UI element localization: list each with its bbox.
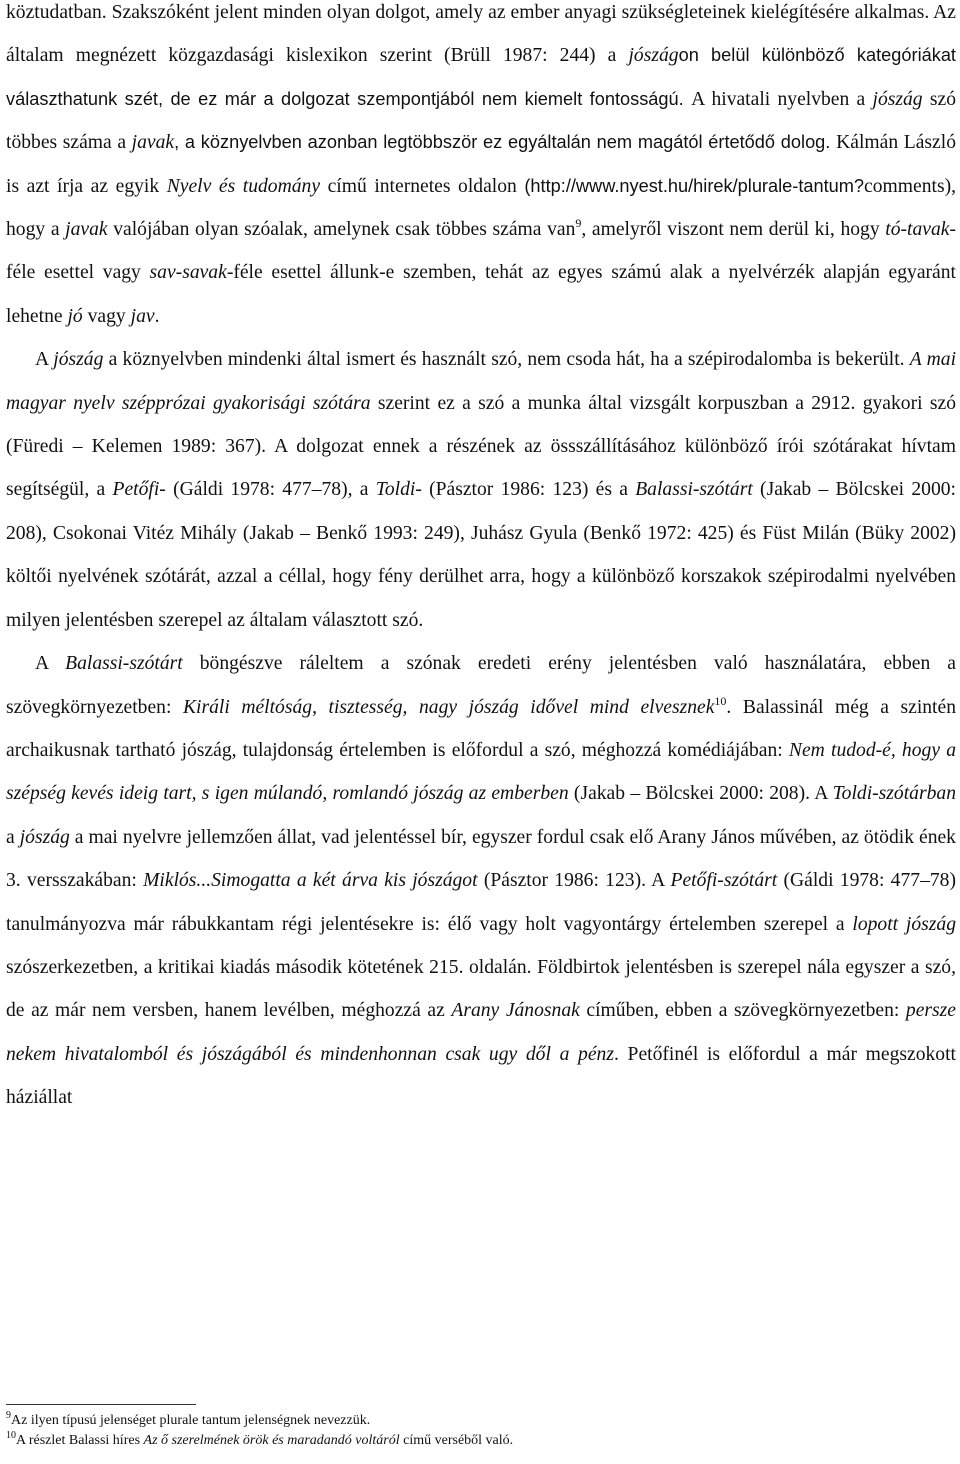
italic-text: Toldi- (375, 479, 422, 501)
italic-text: Toldi-szótárban (832, 783, 956, 805)
italic-text: Arany Jánosnak (451, 1000, 580, 1022)
text-run: (Jakab – Bölcskei 2000: 208), Csokonai Vitéz Mihály (Jakab – Benkő 1993: 249), Juhász Gyula (Benkő 1972: 425) és Füst Milán (Büky 2002) költői nyelvének szótárát, azzal a céllal, hogy fény derülhet arra, hogy a különböző korszakok szépirodalmi nyelvében milyen jelentésben szerepel az általam választott szó. (6, 479, 956, 631)
italic-text: jó (67, 305, 83, 327)
text-run: (http://www.nyest.hu/hirek/plurale-tantum? (524, 175, 865, 196)
text-run: (Pásztor 1986: 123). A (477, 870, 671, 892)
italic-text: Királi méltóság, tisztesség, nagy jószág idővel mind elvesznek (182, 696, 715, 718)
italic-text: Petőfi-szótárt (670, 870, 778, 892)
text-run: . (154, 305, 160, 327)
italic-text: lopott jószág (852, 913, 956, 935)
italic-text: jószág (53, 349, 104, 371)
text-run: a mai nyelvre jellemzően állat, vad jelentéssel bír, egyszer fordul csak elő Arany János művében, az ötödik ének 3. versszakában: (6, 826, 956, 892)
text-run: szó többes száma a (6, 88, 956, 154)
text-run: A (35, 349, 54, 371)
footnote-9 (6, 1411, 956, 1431)
text-run: on belül különböző kategóriákat választhatunk szét, de ez már a dolgozat szempontjából nem kiemelt fontosságú. (6, 45, 956, 109)
text-run: comments), hogy a (6, 175, 956, 241)
text-run: . Petőfinél is előfordul a már megszokott háziállat (6, 1043, 956, 1109)
text-run: valójában olyan szóalak, amelynek csak többes száma van (107, 219, 576, 241)
text-run: . Balassinál még a szintén archaikusnak tartható jószág, tulajdonság értelemben is előfordul a szó, méghozzá komédiájában: (6, 696, 956, 761)
paragraph-2 (6, 338, 956, 642)
text-run: -féle esettel vagy (6, 219, 957, 284)
text-run: böngészve ráleltem a szónak eredeti erény jelentésben való használatára, ebben a szövegkörnyezetben: (6, 653, 956, 718)
italic-text: Balassi-szótárt (635, 479, 753, 501)
italic-text: jószág (19, 826, 70, 848)
text-run: szerint ez a szó a munka által vizsgált korpuszban a 2912. gyakori szó (Füredi – Kelemen 1989: 367). A dolgozat ennek a részének az össszállításához különböző írói szótárakat hívtam segítségül, a (6, 392, 957, 501)
italic-text: javak (65, 219, 108, 241)
footnote-number: 10 (6, 1430, 16, 1441)
text-run: (Pásztor 1986: 123) és a (421, 479, 636, 501)
italic-text: A mai magyar nyelv szépprózai gyakorisági szótára (6, 349, 957, 414)
text-run: a (6, 826, 20, 848)
footnote-ref: 9 (575, 216, 582, 231)
paragraph-3 (6, 642, 956, 1119)
footnote-ref: 10 (714, 693, 727, 708)
italic-text: jav (130, 305, 155, 327)
text-run: Kálmán László is azt írja az egyik (6, 132, 956, 197)
italic-text: jószág (872, 88, 923, 110)
italic-text: Nyelv és tudomány (166, 175, 321, 197)
paragraph-1 (6, 0, 956, 338)
body-text (6, 0, 956, 1120)
footnotes (6, 1404, 956, 1451)
text-run: A (35, 653, 66, 675)
text-run: szószerkezetben, a kritikai kiadás második kötetének 215. oldalán. Földbirtok jelentésben is szerepel nála egyszer a szó, de az már nem versben, hanem levélben, méghozzá az (6, 956, 956, 1022)
italic-text: Nem tudod-é, hogy a szépség kevés ideig tart, s igen múlandó, romlandó jószág az emberben (6, 739, 957, 805)
italic-text: persze nekem hivatalomból és jószágából és mindenhonnan csak ugy dől a pénz (6, 1000, 956, 1065)
document-page (6, 0, 956, 1120)
text-run: (Jakab – Bölcskei 2000: 208). A (568, 783, 833, 805)
italic-text: Petőfi- (112, 479, 166, 501)
text-run: , a köznyelvben azonban legtöbbször ez egyáltalán nem magától értetődő dolog. (174, 132, 837, 153)
text-run: (Gáldi 1978: 477–78) tanulmányozva már rábukkantam régi jelentésekre is: élő vagy holt vagyontárgy értelemben szerepel a (6, 870, 956, 935)
text-run: A hivatali nyelvben a (691, 88, 873, 110)
text-run: (Gáldi 1978: 477–78), a (165, 479, 376, 501)
footnote-10 (6, 1431, 956, 1451)
italic-text: jószág (628, 45, 679, 67)
italic-text: Balassi-szótárt (65, 653, 183, 675)
text-run: , amelyről viszont nem derül ki, hogy (581, 219, 886, 241)
text-run: Az ilyen típusú jelenséget plurale tantum jelenségnek nevezzük. (11, 1413, 371, 1428)
footnote-number: 9 (6, 1410, 11, 1421)
text-run: a köznyelvben mindenki által ismert és használt szó, nem csoda hát, ha a szépirodalomba is bekerült. (103, 349, 910, 371)
text-run: című internetes oldalon (320, 175, 525, 197)
text-run: címűben, ebben a szövegkörnyezetben: (579, 1000, 906, 1022)
footnote-separator (6, 1404, 196, 1405)
text-run: A részlet Balassi híres (16, 1433, 144, 1448)
italic-text: javak (131, 132, 175, 154)
italic-text: Miklós...Simogatta a két árva kis jószágot (143, 870, 478, 892)
italic-text: tó-tavak (885, 219, 950, 241)
text-run: vagy (82, 305, 131, 327)
text-run: -féle esettel állunk-e szemben, tehát az egyes számú alak a nyelvérzék alapján egyaránt lehetne (6, 262, 956, 327)
text-run: köztudatban. Szakszóként jelent minden olyan dolgot, amely az ember anyagi szükségleteinek kielégítésére alkalmas. Az általam megnézett közgazdasági kislexikon szerint (Brüll 1987: 244) a (6, 2, 956, 67)
italic-text: sav-savak (149, 262, 227, 284)
text-run: című verséből való. (399, 1433, 514, 1448)
italic-text: Az ő szerelmének örök és maradandó voltáról (143, 1433, 400, 1448)
